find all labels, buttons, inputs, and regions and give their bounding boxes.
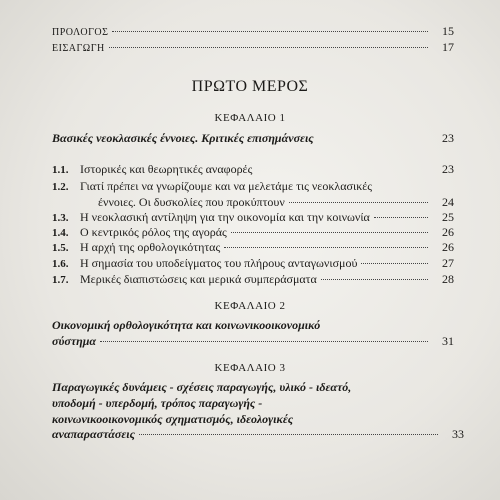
chapter-3-title-line-1: Παραγωγικές δυνάμεις - σχέσεις παραγωγής, υλικό - ιδεατό, bbox=[52, 380, 352, 394]
chapter-2-title-line-1: Οικονομική ορθολογικότητα και κοινωνικοοικονομικό bbox=[52, 318, 321, 332]
part-title: ΠΡΩΤΟ ΜΕΡΟΣ bbox=[191, 78, 309, 95]
toc-entry-page: 17 bbox=[442, 40, 454, 54]
dot-leader bbox=[321, 279, 428, 280]
chapter-2-entry bbox=[52, 334, 454, 349]
chapter-1-heading: ΚΕΦΑΛΑΙΟ 1 bbox=[214, 112, 286, 124]
toc-section bbox=[52, 272, 454, 287]
chapter-2-title-line-2: σύστημα bbox=[52, 334, 97, 348]
toc-entry-introduction bbox=[52, 40, 454, 55]
section-number: 1.7. bbox=[52, 274, 69, 286]
toc-section bbox=[52, 240, 454, 255]
chapter-1-page: 23 bbox=[442, 131, 454, 145]
section-title-continued: έννοιες. Οι δυσκολίες που προκύπτουν bbox=[98, 195, 285, 209]
dot-leader bbox=[139, 434, 438, 435]
section-number: 1.2. bbox=[52, 181, 69, 193]
dot-leader bbox=[109, 47, 428, 48]
chapter-2-page: 31 bbox=[442, 334, 454, 348]
toc-section bbox=[52, 179, 454, 194]
chapter-1-title: Βασικές νεοκλασικές έννοιες. Κριτικές επισημάνσεις bbox=[52, 131, 314, 145]
section-page: 26 bbox=[442, 240, 454, 254]
section-page: 23 bbox=[442, 162, 454, 176]
section-title: Η νεοκλασική αντίληψη για την οικονομία και την κοινωνία bbox=[80, 210, 370, 224]
toc-section bbox=[52, 256, 454, 271]
chapter-1-entry bbox=[52, 131, 454, 146]
section-title: Γιατί πρέπει να γνωρίζουμε και να μελετάμε τις νεοκλασικές bbox=[80, 179, 373, 193]
toc-entry-page: 15 bbox=[442, 24, 454, 38]
dot-leader bbox=[100, 341, 428, 342]
section-number: 1.6. bbox=[52, 258, 69, 270]
dot-leader bbox=[224, 247, 428, 248]
toc-section bbox=[52, 225, 454, 240]
section-page: 26 bbox=[442, 225, 454, 239]
section-number: 1.1. bbox=[52, 164, 69, 176]
section-page: 27 bbox=[442, 256, 454, 270]
section-title: Η σημασία του υποδείγματος του πλήρους ανταγωνισμού bbox=[80, 256, 358, 270]
section-title: Η αρχή της ορθολογικότητας bbox=[80, 240, 221, 254]
section-page: 25 bbox=[442, 210, 454, 224]
dot-leader bbox=[231, 232, 428, 233]
section-number: 1.5. bbox=[52, 242, 69, 254]
section-number: 1.3. bbox=[52, 212, 69, 224]
chapter-3-heading: ΚΕΦΑΛΑΙΟ 3 bbox=[214, 362, 286, 374]
dot-leader bbox=[374, 217, 428, 218]
toc-section bbox=[52, 162, 454, 177]
chapter-3-title-line-3: κοινωνικοοικονομικός σχηματισμός, ιδεολογικές bbox=[52, 412, 294, 426]
dot-leader bbox=[361, 263, 428, 264]
toc-entry-label: ΠΡΟΛΟΓΟΣ bbox=[52, 27, 109, 38]
section-page: 28 bbox=[442, 272, 454, 286]
toc-entry-prologue bbox=[52, 24, 454, 39]
chapter-3-entry bbox=[52, 427, 464, 442]
chapter-2-heading: ΚΕΦΑΛΑΙΟ 2 bbox=[214, 300, 286, 312]
section-title: Μερικές διαπιστώσεις και μερικά συμπεράσματα bbox=[80, 272, 317, 286]
section-title: Ο κεντρικός ρόλος της αγοράς bbox=[80, 225, 227, 239]
chapter-3-page: 33 bbox=[452, 427, 464, 441]
dot-leader bbox=[112, 31, 428, 32]
toc-entry-label: ΕΙΣΑΓΩΓΗ bbox=[52, 43, 105, 54]
toc-section bbox=[52, 210, 454, 225]
toc-section-continuation bbox=[98, 195, 454, 210]
chapter-3-title-line-2: υποδομή - υπερδομή, τρόπος παραγωγής - bbox=[52, 396, 263, 410]
section-number: 1.4. bbox=[52, 227, 69, 239]
chapter-3-title-line-4: αναπαραστάσεις bbox=[52, 427, 135, 441]
section-title: Ιστορικές και θεωρητικές αναφορές bbox=[80, 162, 253, 176]
dot-leader bbox=[289, 202, 428, 203]
section-page: 24 bbox=[442, 195, 454, 209]
